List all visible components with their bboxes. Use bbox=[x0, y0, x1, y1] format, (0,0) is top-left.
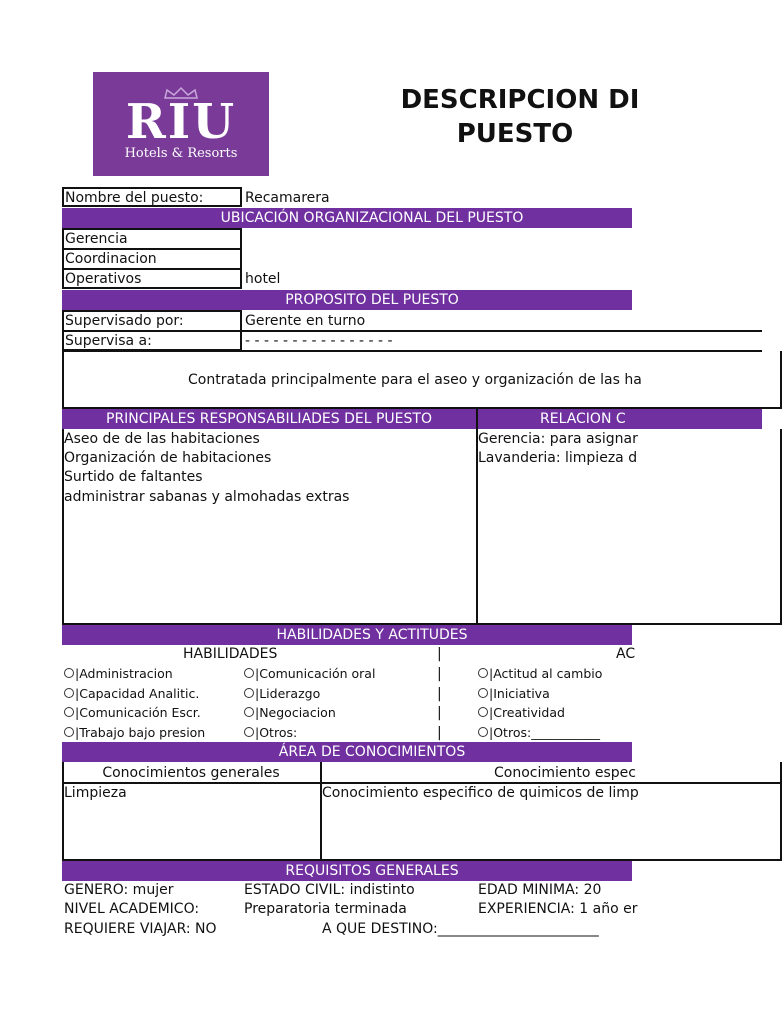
section-proposito bbox=[62, 290, 632, 310]
radio-icon bbox=[478, 688, 488, 698]
relation-item: Gerencia: para asignar bbox=[478, 431, 638, 447]
option-label: |Creatividad bbox=[489, 705, 565, 720]
divider bbox=[62, 330, 762, 332]
radio-icon bbox=[244, 727, 254, 737]
list-item: Organización de habitaciones bbox=[64, 450, 272, 466]
option-label: |Liderazgo bbox=[255, 686, 321, 701]
separator: | bbox=[437, 666, 442, 682]
relation-item: Lavanderia: limpieza d bbox=[478, 450, 638, 466]
radio-icon bbox=[478, 727, 488, 737]
option-comunicacion-oral[interactable] bbox=[244, 666, 375, 682]
requiere-viajar: REQUIERE VIAJAR: NO bbox=[64, 921, 217, 937]
destino: A QUE DESTINO:_______________________ bbox=[322, 921, 599, 937]
coordinacion-label: Coordinacion bbox=[65, 251, 157, 267]
option-label: |Capacidad Analitic. bbox=[75, 686, 200, 701]
option-label: |Negociacion bbox=[255, 705, 336, 720]
option-trabajo-presion[interactable] bbox=[64, 725, 205, 741]
radio-icon bbox=[244, 707, 254, 717]
radio-icon bbox=[64, 707, 74, 717]
estado-civil: ESTADO CIVIL: indistinto bbox=[244, 882, 415, 898]
page-title: DESCRIPCION DI bbox=[400, 85, 640, 115]
section-habilidades bbox=[62, 625, 632, 645]
option-label: |Administracion bbox=[75, 666, 173, 681]
radio-icon bbox=[244, 668, 254, 678]
divider bbox=[320, 762, 322, 861]
radio-icon bbox=[478, 707, 488, 717]
radio-icon bbox=[64, 727, 74, 737]
habilidades-col-title: HABILIDADES bbox=[183, 646, 278, 662]
separator: | bbox=[437, 686, 442, 702]
job-name-label: Nombre del puesto: bbox=[65, 190, 204, 206]
option-label: |Otros: bbox=[255, 725, 298, 740]
conocimiento-especifico-value: Conocimiento especifico de quimicos de limp bbox=[322, 785, 639, 801]
section-conocimientos bbox=[62, 742, 632, 762]
list-item: Surtido de faltantes bbox=[64, 469, 203, 485]
logo-brand: RIU bbox=[125, 94, 237, 150]
job-name-value: Recamarera bbox=[245, 190, 330, 206]
option-label: |Comunicación Escr. bbox=[75, 705, 201, 720]
option-iniciativa[interactable] bbox=[478, 686, 550, 702]
option-administracion[interactable] bbox=[64, 666, 173, 682]
actitudes-col-title: AC bbox=[616, 646, 636, 662]
option-label: |Otros:___________ bbox=[489, 725, 600, 740]
logo-tagline: Hotels & Resorts bbox=[124, 146, 238, 161]
genero: GENERO: mujer bbox=[64, 882, 174, 898]
nivel-academico-label: NIVEL ACADEMICO: bbox=[64, 901, 200, 917]
list-item: administrar sabanas y almohadas extras bbox=[64, 489, 350, 505]
radio-icon bbox=[64, 668, 74, 678]
operativos-label: Operativos bbox=[65, 271, 142, 287]
section-ubicacion bbox=[62, 208, 632, 228]
conocimientos-generales-title: Conocimientos generales bbox=[102, 765, 280, 781]
supervisa-label: Supervisa a: bbox=[65, 333, 152, 349]
form-sheet bbox=[0, 180, 642, 940]
page-title-line2: PUESTO bbox=[456, 119, 574, 149]
section-conocimientos-title: ÁREA DE CONOCIMIENTOS bbox=[278, 744, 466, 760]
radio-icon bbox=[478, 668, 488, 678]
conocimiento-especifico-title: Conocimiento espec bbox=[494, 765, 636, 781]
supervisa-value: - - - - - - - - - - - - - - - - bbox=[245, 333, 393, 349]
separator: | bbox=[437, 705, 442, 721]
option-liderazgo[interactable] bbox=[244, 686, 320, 702]
option-label: |Trabajo bajo presion bbox=[75, 725, 206, 740]
section-requisitos bbox=[62, 861, 632, 881]
section-ubicacion-title: UBICACIÓN ORGANIZACIONAL DEL PUESTO bbox=[220, 210, 524, 226]
option-negociacion[interactable] bbox=[244, 705, 336, 721]
option-capacidad-analitica[interactable] bbox=[64, 686, 199, 702]
conocimientos-generales-value: Limpieza bbox=[64, 785, 127, 801]
responsabilidades-title: PRINCIPALES RESPONSABILIADES DEL PUESTO bbox=[106, 411, 432, 427]
supervisado-label: Supervisado por: bbox=[65, 313, 184, 329]
option-label: |Iniciativa bbox=[489, 686, 550, 701]
purpose-description: Contratada principalmente para el aseo y organización de las ha bbox=[188, 372, 642, 388]
section-proposito-title: PROPOSITO DEL PUESTO bbox=[285, 292, 459, 308]
separator: | bbox=[437, 725, 442, 741]
experiencia: EXPERIENCIA: 1 año er bbox=[478, 901, 638, 917]
section-requisitos-title: REQUISITOS GENERALES bbox=[285, 863, 459, 879]
supervisado-value: Gerente en turno bbox=[245, 313, 366, 329]
nivel-academico-value: Preparatoria terminada bbox=[244, 901, 407, 917]
option-otros-habilidades[interactable] bbox=[244, 725, 297, 741]
gerencia-label: Gerencia bbox=[65, 231, 128, 247]
list-item: Aseo de de las habitaciones bbox=[64, 431, 260, 447]
option-creatividad[interactable] bbox=[478, 705, 565, 721]
option-label: |Actitud al cambio bbox=[489, 666, 603, 681]
operativos-value: hotel bbox=[245, 271, 281, 287]
separator: | bbox=[437, 646, 442, 662]
option-comunicacion-escrita[interactable] bbox=[64, 705, 201, 721]
option-otros-actitudes[interactable] bbox=[478, 725, 600, 741]
option-actitud-cambio[interactable] bbox=[478, 666, 602, 682]
option-label: |Comunicación oral bbox=[255, 666, 376, 681]
relaciones-title: RELACION C bbox=[540, 411, 626, 427]
radio-icon bbox=[64, 688, 74, 698]
edad-minima: EDAD MINIMA: 20 bbox=[478, 882, 602, 898]
section-habilidades-title: HABILIDADES Y ACTITUDES bbox=[276, 627, 468, 643]
radio-icon bbox=[244, 688, 254, 698]
